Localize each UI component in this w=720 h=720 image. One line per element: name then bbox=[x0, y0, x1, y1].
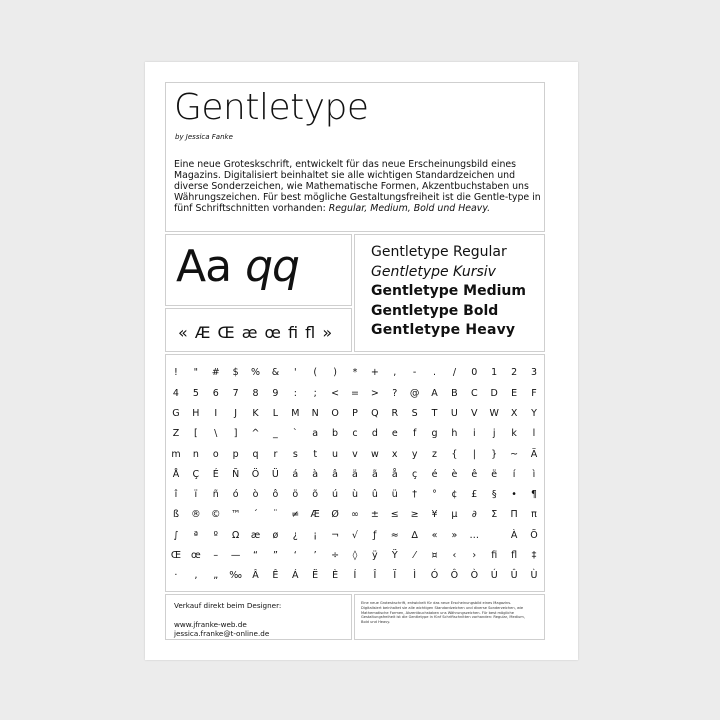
large-sample bbox=[176, 241, 299, 292]
glyph-cell: } bbox=[491, 448, 498, 460]
glyph-cell: D bbox=[490, 387, 498, 399]
glyph-cell: ´ bbox=[253, 509, 258, 521]
glyph-cell: Ú bbox=[490, 570, 498, 582]
glyph-cell: † bbox=[412, 489, 417, 501]
glyph-cell: À bbox=[510, 529, 518, 541]
glyph-cell: ≈ bbox=[390, 529, 399, 541]
glyph-cell: Ñ bbox=[232, 468, 240, 480]
glyph-cell: % bbox=[250, 367, 261, 379]
glyph-cell: æ bbox=[250, 529, 261, 541]
glyph-cell: Y bbox=[531, 407, 537, 419]
glyph-cell: ? bbox=[392, 387, 398, 399]
style-bold: Gentletype Bold bbox=[371, 302, 499, 319]
glyph-cell: 1 bbox=[491, 367, 498, 379]
glyph-cell: ^ bbox=[251, 428, 260, 440]
blurb-text: Eine neue Groteskschrift, entwickelt für das neue Erscheinungsbild eines Magazins. Digitalisiert beinhaltet sie alle wichtigen Standardzeichen und diverse Sonderzeichen, wie Mathematische Formen, Akzentbuchstaben uns Währungszeichen. Für best mögliche Gestaltungsfreiheit ist die Gentletype in fünf Schriftschnitten vorhanden: Regular, Medium, Bold und Heavy. bbox=[361, 601, 525, 625]
glyph-cell: É bbox=[212, 468, 219, 480]
byline: by Jessica Fanke bbox=[175, 133, 233, 141]
glyph-cell: ; bbox=[313, 387, 317, 399]
glyph-cell: m bbox=[171, 448, 181, 460]
contact-heading: Verkauf direkt beim Designer: bbox=[174, 601, 282, 610]
glyph-cell: — bbox=[230, 550, 241, 562]
glyph-cell: ) bbox=[333, 367, 337, 379]
glyph-cell: 9 bbox=[272, 387, 279, 399]
glyph-cell: Ë bbox=[312, 570, 319, 582]
glyph-cell: n bbox=[192, 448, 199, 460]
glyph-cell: A bbox=[431, 387, 438, 399]
glyph-cell: . bbox=[433, 367, 437, 379]
glyph-cell: $ bbox=[232, 367, 239, 379]
glyph-cell: - bbox=[412, 367, 417, 379]
glyph-cell: y bbox=[411, 448, 418, 460]
glyph-cell: Î bbox=[373, 570, 377, 582]
glyph-cell: H bbox=[192, 407, 200, 419]
glyph-cell: ¬ bbox=[331, 529, 340, 541]
glyph-cell: w bbox=[370, 448, 379, 460]
glyph-cell: √ bbox=[351, 529, 358, 541]
glyph-cell: # bbox=[211, 367, 220, 379]
glyph-cell: ~ bbox=[510, 448, 519, 460]
glyph-cell: ¥ bbox=[431, 509, 438, 521]
glyph-cell: ñ bbox=[212, 489, 219, 501]
glyph-cell: p bbox=[232, 448, 239, 460]
glyph-cell: ¿ bbox=[292, 529, 298, 541]
glyph-cell: È bbox=[332, 570, 339, 582]
glyph-cell: e bbox=[391, 428, 398, 440]
glyph-cell: 4 bbox=[172, 387, 179, 399]
glyph-cell: ¡ bbox=[313, 529, 318, 541]
glyph-cell: C bbox=[470, 387, 478, 399]
blurb-panel bbox=[354, 594, 545, 640]
glyph-cell: ∫ bbox=[173, 529, 179, 541]
glyph-cell: { bbox=[451, 448, 458, 460]
glyph-cell: g bbox=[431, 428, 438, 440]
glyph-cell: ß bbox=[172, 509, 179, 521]
glyph-cell: + bbox=[370, 367, 379, 379]
header-panel bbox=[165, 82, 545, 232]
glyph-cell: U bbox=[450, 407, 458, 419]
glyph-cell: º bbox=[213, 529, 218, 541]
glyph-row bbox=[166, 383, 544, 403]
glyph-set-panel bbox=[165, 354, 545, 592]
glyph-cell: ( bbox=[313, 367, 318, 379]
glyph-cell: ﬁ bbox=[491, 550, 498, 562]
glyph-cell: i bbox=[472, 428, 476, 440]
glyph-cell: ≥ bbox=[410, 509, 419, 521]
glyph-cell: ì bbox=[532, 468, 536, 480]
glyph-cell: K bbox=[252, 407, 259, 419]
glyph-cell: ’ bbox=[313, 550, 317, 562]
glyph-cell: [ bbox=[193, 428, 198, 440]
glyph-row bbox=[166, 525, 544, 545]
glyph-cell: ú bbox=[332, 489, 339, 501]
glyph-cell: ﬂ bbox=[511, 550, 518, 562]
glyph-cell: ® bbox=[191, 509, 201, 521]
glyph-cell: ‹ bbox=[452, 550, 457, 562]
glyph-cell: L bbox=[272, 407, 279, 419]
glyph-cell: ø bbox=[272, 529, 279, 541]
description bbox=[174, 159, 546, 214]
glyph-cell: û bbox=[371, 489, 378, 501]
glyph-cell: Ï bbox=[393, 570, 397, 582]
glyph-cell: ¨ bbox=[273, 509, 278, 521]
glyph-cell: ° bbox=[432, 489, 437, 501]
glyph-cell: » bbox=[451, 529, 458, 541]
glyph-cell: å bbox=[391, 468, 398, 480]
glyph-cell: ‚ bbox=[194, 570, 198, 582]
glyph-cell: ¤ bbox=[431, 550, 438, 562]
glyph-cell: Ÿ bbox=[391, 550, 398, 562]
glyph-cell: < bbox=[331, 387, 340, 399]
glyph-row bbox=[166, 424, 544, 444]
glyph-cell: z bbox=[432, 448, 438, 460]
glyph-cell: b bbox=[332, 428, 339, 440]
glyph-cell: \ bbox=[214, 428, 218, 440]
glyph-cell: c bbox=[352, 428, 358, 440]
glyph-cell: Ö bbox=[251, 468, 260, 480]
glyph-cell: ù bbox=[351, 489, 358, 501]
glyph-cell: 2 bbox=[511, 367, 518, 379]
glyph-cell: o bbox=[212, 448, 219, 460]
glyph-cell: é bbox=[431, 468, 438, 480]
glyph-cell: ] bbox=[233, 428, 238, 440]
glyph-cell: G bbox=[172, 407, 180, 419]
glyph-cell: … bbox=[469, 529, 480, 541]
glyph-cell: d bbox=[371, 428, 378, 440]
glyph-cell: ‡ bbox=[531, 550, 537, 562]
glyph-cell: Ô bbox=[450, 570, 459, 582]
glyph-cell: j bbox=[492, 428, 496, 440]
glyph-cell: í bbox=[512, 468, 516, 480]
glyph-cell: ë bbox=[491, 468, 498, 480]
glyph-cell: ê bbox=[471, 468, 478, 480]
glyph-cell: ¢ bbox=[451, 489, 458, 501]
glyph-cell: ' bbox=[293, 367, 297, 379]
glyph-cell: § bbox=[491, 489, 497, 501]
glyph-cell: ‘ bbox=[293, 550, 297, 562]
glyph-cell: è bbox=[451, 468, 458, 480]
glyph-cell: 0 bbox=[471, 367, 478, 379]
glyph-cell: ∂ bbox=[471, 509, 477, 521]
glyph-cell: Å bbox=[172, 468, 180, 480]
glyph-cell: – bbox=[213, 550, 219, 562]
glyph-row bbox=[166, 464, 544, 484]
glyph-cell: R bbox=[391, 407, 399, 419]
glyph-cell: v bbox=[352, 448, 358, 460]
style-medium: Gentletype Medium bbox=[371, 283, 526, 299]
glyph-row bbox=[166, 546, 544, 566]
glyph-cell: ∞ bbox=[351, 509, 359, 521]
glyph-cell: x bbox=[391, 448, 398, 460]
contact-email: jessica.franke@t-online.de bbox=[174, 629, 270, 638]
glyph-cell: ƒ bbox=[373, 529, 377, 541]
glyph-cell: ‰ bbox=[229, 570, 242, 582]
glyph-cell: V bbox=[471, 407, 478, 419]
glyph-row bbox=[166, 363, 544, 383]
glyph-cell: t bbox=[313, 448, 318, 460]
ligature-panel bbox=[165, 308, 352, 352]
glyph-cell: ≠ bbox=[291, 509, 300, 521]
glyph-cell: * bbox=[352, 367, 358, 379]
glyph-cell: , bbox=[393, 367, 397, 379]
glyph-cell: f bbox=[412, 428, 417, 440]
glyph-cell: ò bbox=[252, 489, 259, 501]
glyph-cell: S bbox=[411, 407, 418, 419]
glyph-cell: „ bbox=[213, 570, 219, 582]
glyph-row bbox=[166, 485, 544, 505]
style-italic: Gentletype Kursiv bbox=[371, 263, 496, 280]
glyph-cell: M bbox=[291, 407, 300, 419]
glyph-cell: ” bbox=[272, 550, 278, 562]
glyph-cell: = bbox=[350, 387, 359, 399]
glyph-cell: ™ bbox=[230, 509, 241, 521]
glyph-cell: O bbox=[331, 407, 339, 419]
glyph-cell: π bbox=[531, 509, 537, 521]
glyph-cell: F bbox=[531, 387, 537, 399]
glyph-grid bbox=[166, 363, 544, 586]
glyph-cell: Ü bbox=[271, 468, 279, 480]
glyph-cell: _ bbox=[273, 428, 278, 440]
glyph-cell: î bbox=[174, 489, 178, 501]
glyph-cell: ç bbox=[412, 468, 418, 480]
contact-web: www.jfranke-web.de bbox=[174, 619, 247, 629]
glyph-cell: Õ bbox=[530, 529, 538, 541]
glyph-cell: Á bbox=[292, 570, 299, 582]
glyph-cell: £ bbox=[471, 489, 478, 501]
glyph-cell: / bbox=[452, 367, 457, 379]
style-regular: Gentletype Regular bbox=[371, 244, 507, 260]
glyph-cell: ! bbox=[174, 367, 178, 379]
sample-aa: Aa bbox=[176, 241, 232, 292]
glyph-cell: Ç bbox=[192, 468, 200, 480]
contact-panel bbox=[165, 594, 352, 640]
glyph-cell: r bbox=[273, 448, 278, 460]
glyph-cell: › bbox=[472, 550, 477, 562]
glyph-cell: l bbox=[532, 428, 536, 440]
glyph-cell: k bbox=[511, 428, 517, 440]
glyph-cell: · bbox=[174, 570, 178, 582]
glyph-cell: Œ bbox=[170, 550, 182, 562]
glyph-cell: Í bbox=[353, 570, 357, 582]
glyph-cell: q bbox=[252, 448, 259, 460]
glyph-cell: ¶ bbox=[530, 489, 537, 501]
glyph-cell: E bbox=[511, 387, 518, 399]
type-specimen-poster bbox=[145, 62, 578, 660]
glyph-cell: ` bbox=[292, 428, 298, 440]
glyph-cell: õ bbox=[312, 489, 319, 501]
glyph-cell: B bbox=[451, 387, 458, 399]
glyph-cell: ÷ bbox=[331, 550, 340, 562]
glyph-cell: Ó bbox=[430, 570, 439, 582]
ligature-sample: « Æ Œ æ œ ﬁ ﬂ » bbox=[178, 323, 334, 342]
glyph-cell: ÿ bbox=[372, 550, 378, 562]
glyph-cell: Ù bbox=[530, 570, 538, 582]
glyph-cell: X bbox=[510, 407, 518, 419]
glyph-cell: á bbox=[292, 468, 299, 480]
glyph-cell: Â bbox=[252, 570, 259, 582]
glyph-row bbox=[166, 505, 544, 525]
glyph-cell: Ê bbox=[272, 570, 279, 582]
glyph-cell: ó bbox=[232, 489, 239, 501]
glyph-cell: ã bbox=[371, 468, 378, 480]
glyph-cell: “ bbox=[253, 550, 258, 562]
glyph-cell: a bbox=[312, 428, 319, 440]
glyph-cell: ª bbox=[193, 529, 199, 541]
glyph-cell: & bbox=[271, 367, 280, 379]
glyph-cell: © bbox=[210, 509, 221, 521]
glyph-cell: J bbox=[234, 407, 238, 419]
glyph-row bbox=[166, 444, 544, 464]
description-text: Eine neue Groteskschrift, entwickelt für das neue Erscheinungsbild eines Magazins. Digitalisiert beinhaltet sie alle wichtigen Standardzeichen und diverse Sonderzeichen, wie Mathematische Formen, Akzentbuchstaben uns Währungszeichen. Für best mögliche Gestaltungsfreiheit ist die Gentle-type in fünf Schriftschnitten vorhanden: bbox=[174, 159, 541, 214]
glyph-cell: I bbox=[214, 407, 218, 419]
glyph-cell: Ø bbox=[331, 509, 339, 521]
glyph-cell: | bbox=[472, 448, 476, 460]
page-title: Gentletype bbox=[174, 87, 369, 128]
glyph-cell: 7 bbox=[232, 387, 239, 399]
glyph-cell: W bbox=[489, 407, 499, 419]
style-list bbox=[371, 243, 526, 341]
glyph-cell: ◊ bbox=[352, 550, 358, 562]
glyph-cell: ± bbox=[370, 509, 379, 521]
glyph-cell: > bbox=[370, 387, 379, 399]
glyph-cell: 3 bbox=[530, 367, 537, 379]
glyph-cell: Æ bbox=[310, 509, 320, 521]
sample-qq: qq bbox=[245, 241, 299, 292]
glyph-cell: • bbox=[511, 489, 517, 501]
glyph-cell: ∆ bbox=[411, 529, 418, 541]
glyph-cell: ô bbox=[272, 489, 279, 501]
glyph-cell: Ω bbox=[231, 529, 240, 541]
glyph-cell: ⁄ bbox=[413, 550, 416, 562]
glyph-cell: N bbox=[311, 407, 319, 419]
glyph-cell: : bbox=[293, 387, 297, 399]
glyph-cell: Σ bbox=[491, 509, 498, 521]
glyph-cell: Q bbox=[371, 407, 379, 419]
glyph-cell: Π bbox=[510, 509, 518, 521]
glyph-row bbox=[166, 404, 544, 424]
glyph-cell: Ä bbox=[530, 448, 538, 460]
glyph-row bbox=[166, 566, 544, 586]
glyph-cell: P bbox=[352, 407, 358, 419]
glyph-cell: u bbox=[332, 448, 339, 460]
glyph-cell: s bbox=[292, 448, 298, 460]
glyph-cell: ≤ bbox=[390, 509, 399, 521]
glyph-cell: 8 bbox=[252, 387, 259, 399]
glyph-cell: Û bbox=[510, 570, 518, 582]
glyph-cell: à bbox=[312, 468, 319, 480]
styles-panel bbox=[354, 234, 545, 352]
glyph-cell: ü bbox=[391, 489, 398, 501]
glyph-cell: h bbox=[451, 428, 458, 440]
glyph-cell: T bbox=[431, 407, 438, 419]
description-styles: Regular, Medium, Bold und Heavy. bbox=[328, 203, 491, 214]
glyph-cell: ö bbox=[292, 489, 299, 501]
glyph-cell: « bbox=[431, 529, 438, 541]
glyph-cell: 5 bbox=[192, 387, 199, 399]
glyph-cell: Z bbox=[172, 428, 180, 440]
glyph-cell: Ò bbox=[470, 570, 479, 582]
style-heavy: Gentletype Heavy bbox=[371, 322, 516, 338]
contact-info bbox=[174, 601, 281, 639]
glyph-cell: ï bbox=[194, 489, 198, 501]
glyph-cell: ä bbox=[352, 468, 358, 480]
glyph-cell: 6 bbox=[212, 387, 219, 399]
glyph-cell: @ bbox=[409, 387, 420, 399]
large-sample-panel bbox=[165, 234, 352, 306]
glyph-cell: œ bbox=[190, 550, 201, 562]
glyph-cell: Ì bbox=[413, 570, 417, 582]
glyph-cell: â bbox=[332, 468, 338, 480]
glyph-cell: " bbox=[193, 367, 199, 379]
glyph-cell: µ bbox=[451, 509, 458, 521]
